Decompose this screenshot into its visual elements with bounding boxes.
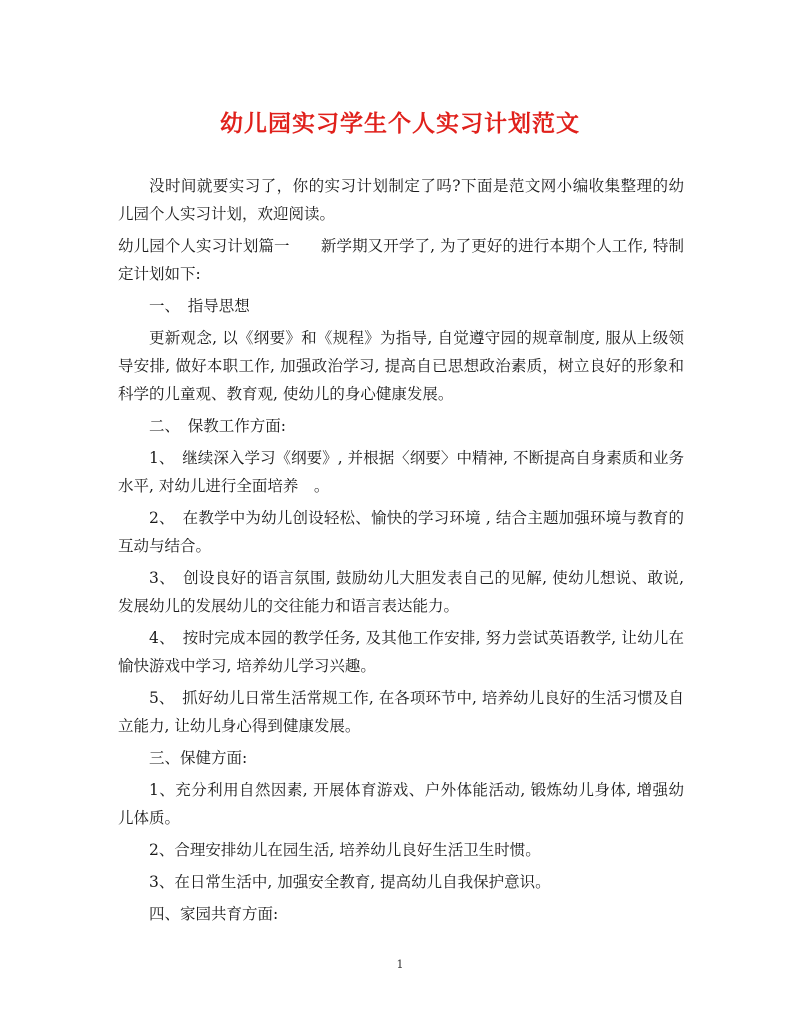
teaching-item-2: 2、 在教学中为幼儿创设轻松、愉快的学习环境 , 结合主题加强环境与教育的互动与结合。 <box>118 509 684 555</box>
teaching-item-4: 4、 按时完成本园的教学任务, 及其他工作安排, 努力尝试英语教学, 让幼儿在愉快游戏中学习, 培养幼儿学习兴趣。 <box>118 629 684 675</box>
page-number: 1 <box>396 958 404 971</box>
plan-heading-paragraph: 幼儿园个人实习计划篇一 新学期又开学了, 为了更好的进行本期个人工作, 特制定计划如下: <box>118 237 684 283</box>
teaching-item-5: 5、 抓好幼儿日常生活常规工作, 在各项环节中, 培养幼儿良好的生活习惯及自立能力, 让幼儿身心得到健康发展。 <box>118 689 684 735</box>
health-item-2: 2、合理安排幼儿在园生活, 培养幼儿良好生活卫生时惯。 <box>149 841 541 859</box>
section-heading-teaching-work: 二、 保教工作方面: <box>149 417 286 435</box>
document-title: 幼儿园实习学生个人实习计划范文 <box>220 110 580 137</box>
section-heading-guiding-thought: 一、 指导思想 <box>149 297 250 315</box>
intro-paragraph: 没时间就要实习了，你的实习计划制定了吗?下面是范文网小编收集整理的幼儿园个人实习计划，欢迎阅读。 <box>118 177 684 223</box>
section-heading-health-care: 三、保健方面: <box>149 749 248 767</box>
guiding-thought-paragraph: 更新观念, 以《纲要》和《规程》为指导, 自觉遵守园的规章制度, 服从上级领导安排, 做好本职工作, 加强政治学习, 提高自已思想政治素质，树立良好的形象和科学的儿童观、教育观, 使幼儿的身心健康发展。 <box>118 329 684 403</box>
health-item-3: 3、在日常生活中, 加强安全教育, 提高幼儿自我保护意识。 <box>149 873 551 891</box>
teaching-item-1: 1、 继续深入学习《纲要》, 并根据〈纲要〉中精神, 不断提高自身素质和业务水平, 对幼儿进行全面培养 。 <box>118 449 684 495</box>
document-body <box>118 172 684 932</box>
teaching-item-3: 3、 创设良好的语言氛围, 鼓励幼儿大胆发表自己的见解, 使幼儿想说、敢说, 发展幼儿的发展幼儿的交往能力和语言表达能力。 <box>118 569 684 615</box>
health-item-1: 1、充分利用自然因素, 开展体育游戏、户外体能活动, 锻炼幼儿身体, 增强幼儿体质。 <box>118 781 684 827</box>
section-heading-home-school: 四、家园共育方面: <box>149 905 279 923</box>
